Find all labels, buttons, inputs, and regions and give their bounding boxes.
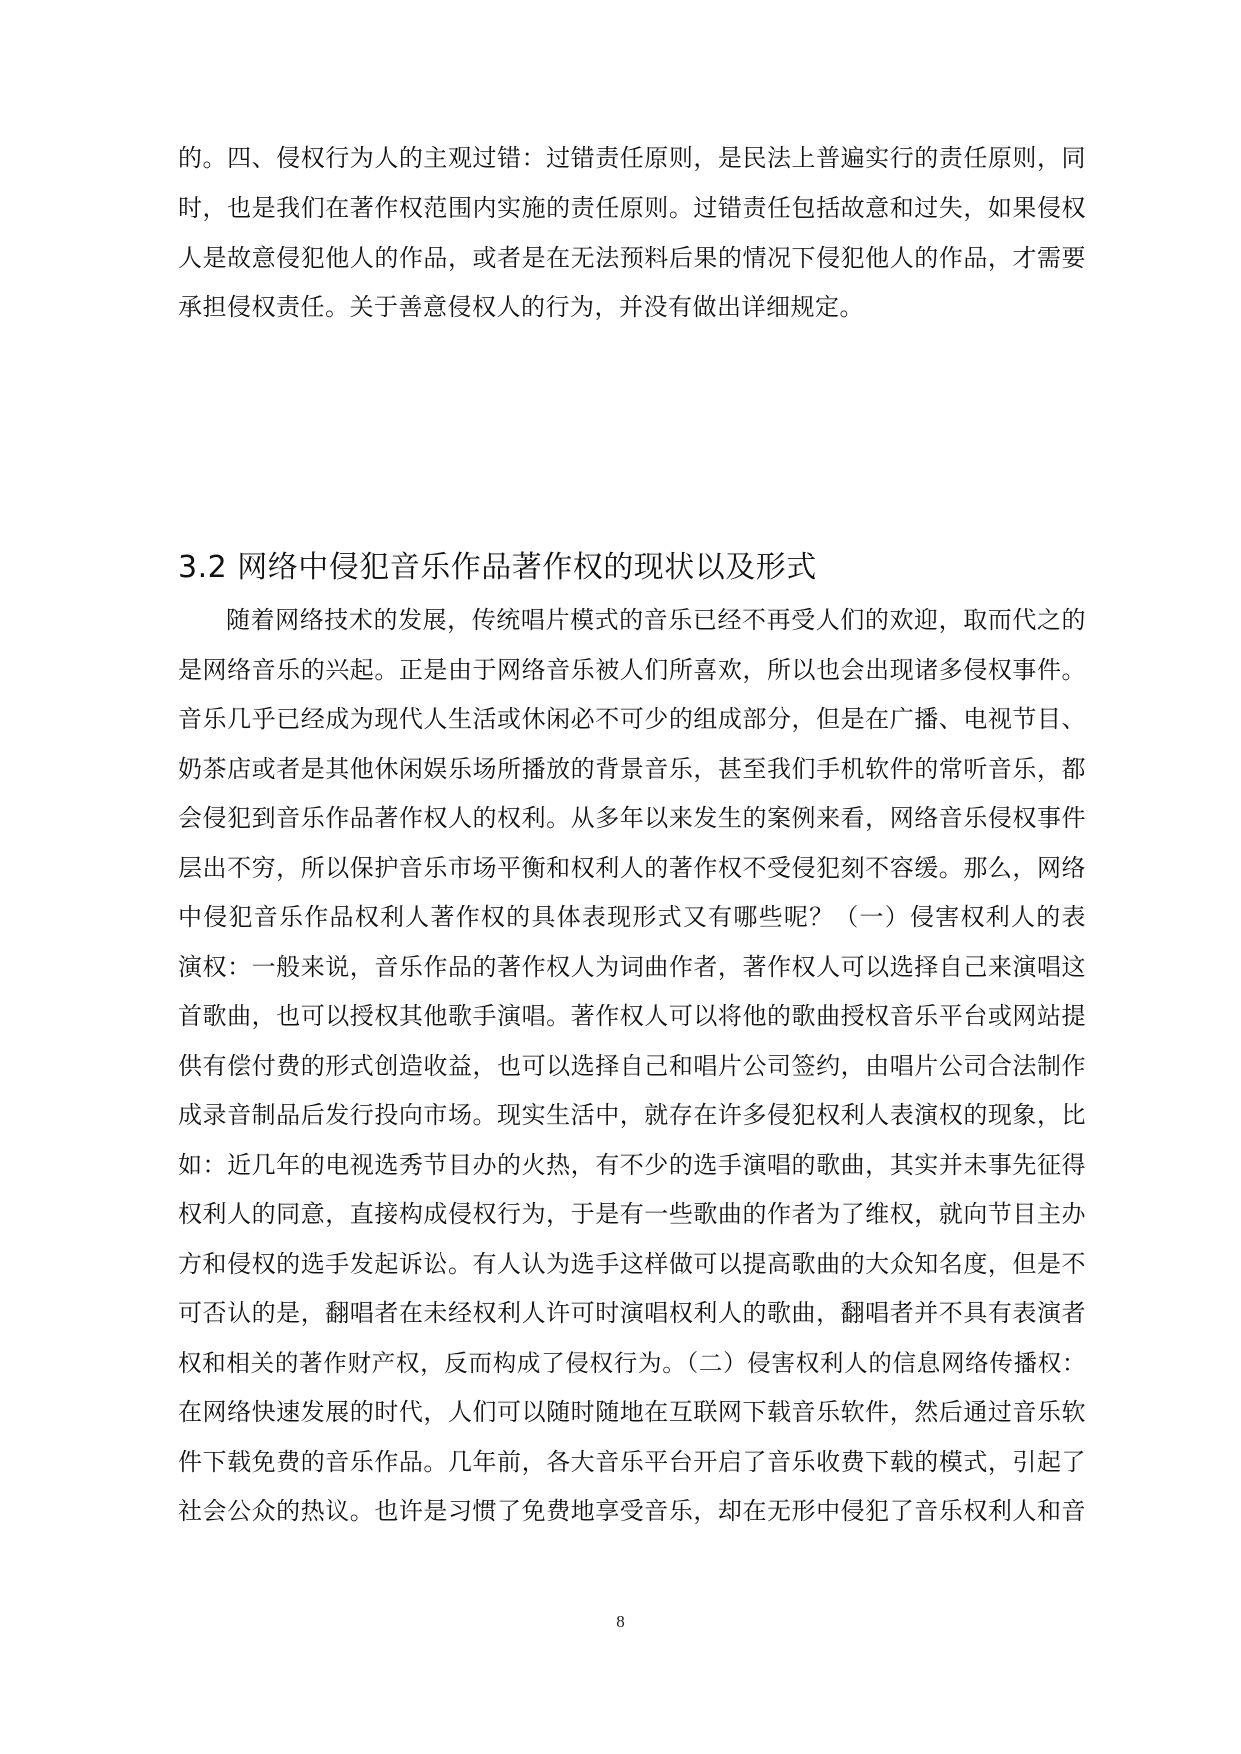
text-line: 社会公众的热议。也许是习惯了免费地享受音乐，却在无形中侵犯了音乐权利人和音: [178, 1497, 1086, 1525]
text-line: 中侵犯音乐作品权利人著作权的具体表现形式又有哪些呢？（一）侵害权利人的表: [178, 903, 1086, 931]
text-line: 人是故意侵犯他人的作品，或者是在无法预料后果的情况下侵犯他人的作品，才需要: [178, 244, 1086, 272]
text-line: 奶茶店或者是其他休闲娱乐场所播放的背景音乐，甚至我们手机软件的常听音乐，都: [178, 755, 1086, 783]
text-line: 承担侵权责任。关于善意侵权人的行为，并没有做出详细规定。: [178, 293, 864, 321]
text-line: 会侵犯到音乐作品著作权人的权利。从多年以来发生的案例来看，网络音乐侵权事件: [178, 804, 1086, 832]
text-line: 音乐几乎已经成为现代人生活或休闲必不可少的组成部分，但是在广播、电视节目、: [178, 705, 1086, 733]
text-line: 是网络音乐的兴起。正是由于网络音乐被人们所喜欢，所以也会出现诸多侵权事件。: [178, 656, 1086, 684]
text-line: 演权：一般来说，音乐作品的著作权人为词曲作者，著作权人可以选择自己来演唱这: [178, 953, 1086, 981]
text-line: 在网络快速发展的时代，人们可以随时随地在互联网下载音乐软件，然后通过音乐软: [178, 1398, 1086, 1426]
text-line: 方和侵权的选手发起诉讼。有人认为选手这样做可以提高歌曲的大众知名度，但是不: [178, 1250, 1086, 1278]
text-line: 时，也是我们在著作权范围内实施的责任原则。过错责任包括故意和过失，如果侵权: [178, 194, 1086, 222]
text-line: 首歌曲，也可以授权其他歌手演唱。著作权人可以将他的歌曲授权音乐平台或网站提: [178, 1002, 1086, 1030]
page-number: 8: [616, 1612, 625, 1631]
text-line: 的。四、侵权行为人的主观过错：过错责任原则，是民法上普遍实行的责任原则，同: [178, 144, 1086, 172]
text-line: 件下载免费的音乐作品。几年前，各大音乐平台开启了音乐收费下载的模式，引起了: [178, 1448, 1086, 1476]
text-line: 可否认的是，翻唱者在未经权利人许可时演唱权利人的歌曲，翻唱者并不具有表演者: [178, 1299, 1086, 1327]
text-line: 权利人的同意，直接构成侵权行为，于是有一些歌曲的作者为了维权，就向节目主办: [178, 1200, 1086, 1228]
text-line: 供有偿付费的形式创造收益，也可以选择自己和唱片公司签约，由唱片公司合法制作: [178, 1052, 1086, 1080]
text-line: 成录音制品后发行投向市场。现实生活中，就存在许多侵犯权利人表演权的现象，比: [178, 1101, 1086, 1129]
text-line: 如：近几年的电视选秀节目办的火热，有不少的选手演唱的歌曲，其实并未事先征得: [178, 1151, 1086, 1179]
text-line: 权和相关的著作财产权，反而构成了侵权行为。（二）侵害权利人的信息网络传播权：: [178, 1349, 1086, 1377]
text-line: 随着网络技术的发展，传统唱片模式的音乐已经不再受人们的欢迎，取而代之的: [226, 606, 1086, 634]
section-heading: 3.2 网络中侵犯音乐作品著作权的现状以及形式: [178, 550, 817, 585]
text-line: 层出不穷，所以保护音乐市场平衡和权利人的著作权不受侵犯刻不容缓。那么，网络: [178, 854, 1086, 882]
